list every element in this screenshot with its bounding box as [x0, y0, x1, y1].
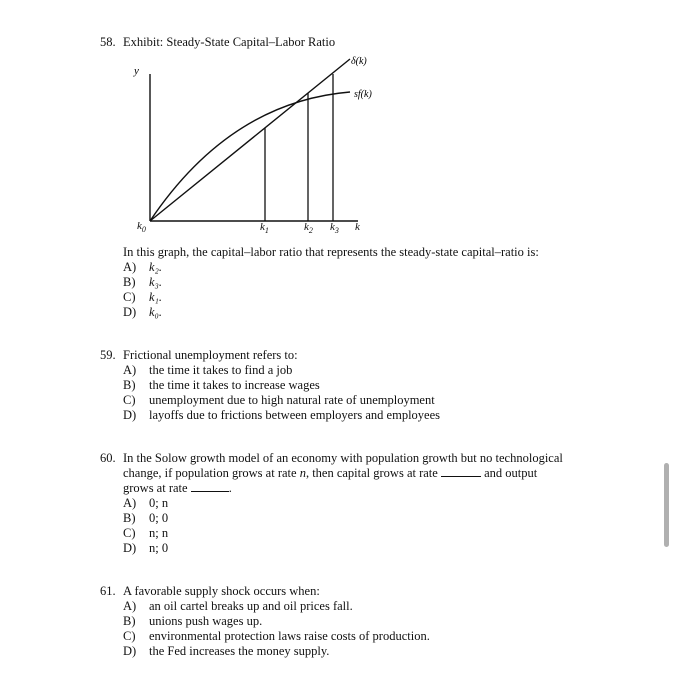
q60-blank-capital — [441, 466, 481, 477]
sf-k-curve — [150, 92, 350, 221]
q60-line1: In the Solow growth model of an economy with population growth but no technological — [123, 451, 563, 465]
q59-option-d[interactable]: D) layoffs due to frictions between employers and employees — [123, 408, 441, 422]
q61-heading — [100, 584, 320, 599]
q60-option-a[interactable]: A) 0; n — [123, 496, 169, 510]
q60-line2: change, if population grows at rate n, then capital grows at rate and output — [123, 466, 538, 480]
q61-option-a[interactable]: A) an oil cartel breaks up and oil prices fall. — [123, 599, 353, 613]
q59-number: 59. — [100, 348, 116, 362]
q59-option-a[interactable]: A) the time it takes to find a job — [123, 363, 293, 377]
q60-option-c[interactable]: C) n; n — [123, 526, 169, 540]
q59-question: Frictional unemployment refers to: — [123, 348, 298, 362]
k3-label: $k_3$ — [330, 221, 339, 236]
k0-label: $k_0$ — [137, 220, 146, 235]
delta-k-line — [150, 59, 350, 221]
q60-heading — [100, 451, 563, 466]
k1-label: $k_1$ — [260, 221, 269, 236]
q58-question: In this graph, the capital–labor ratio that represents the steady-state capital–ratio is: — [123, 245, 539, 259]
vertical-scrollbar[interactable] — [664, 463, 669, 547]
y-axis-label: y — [134, 65, 139, 77]
q60-option-d[interactable]: D) n; 0 — [123, 541, 169, 555]
q58-heading — [100, 35, 335, 50]
q61-number: 61. — [100, 584, 116, 598]
q60-blank-output — [191, 481, 229, 492]
q58-option-b[interactable]: B) k₃. — [123, 275, 163, 289]
q58-title: Exhibit: Steady-State Capital–Labor Ratio — [123, 35, 336, 49]
q59-option-b[interactable]: B) the time it takes to increase wages — [123, 378, 320, 392]
q58-option-a[interactable]: A) k₂. — [123, 260, 163, 274]
q60-number: 60. — [100, 451, 116, 465]
q61-question: A favorable supply shock occurs when: — [123, 584, 320, 598]
q61-option-d[interactable]: D) the Fed increases the money supply. — [123, 644, 330, 658]
q61-option-c[interactable]: C) environmental protection laws raise costs of production. — [123, 629, 430, 643]
q60-line3: grows at rate . — [123, 481, 232, 495]
k-axis-label: k — [355, 221, 360, 233]
q60-option-b[interactable]: B) 0; 0 — [123, 511, 169, 525]
sf-k-label: sf(k) — [354, 89, 372, 100]
q58-option-d[interactable]: D) k₀. — [123, 305, 163, 319]
q58-number: 58. — [100, 35, 116, 49]
q59-heading — [100, 348, 298, 363]
q61-option-b[interactable]: B) unions push wages up. — [123, 614, 263, 628]
steady-state-graph — [120, 52, 400, 242]
q58-option-c[interactable]: C) k₁. — [123, 290, 163, 304]
q59-option-c[interactable]: C) unemployment due to high natural rate of unemployment — [123, 393, 435, 407]
delta-k-label: δ(k) — [351, 56, 367, 67]
k2-label: $k_2$ — [304, 221, 313, 236]
